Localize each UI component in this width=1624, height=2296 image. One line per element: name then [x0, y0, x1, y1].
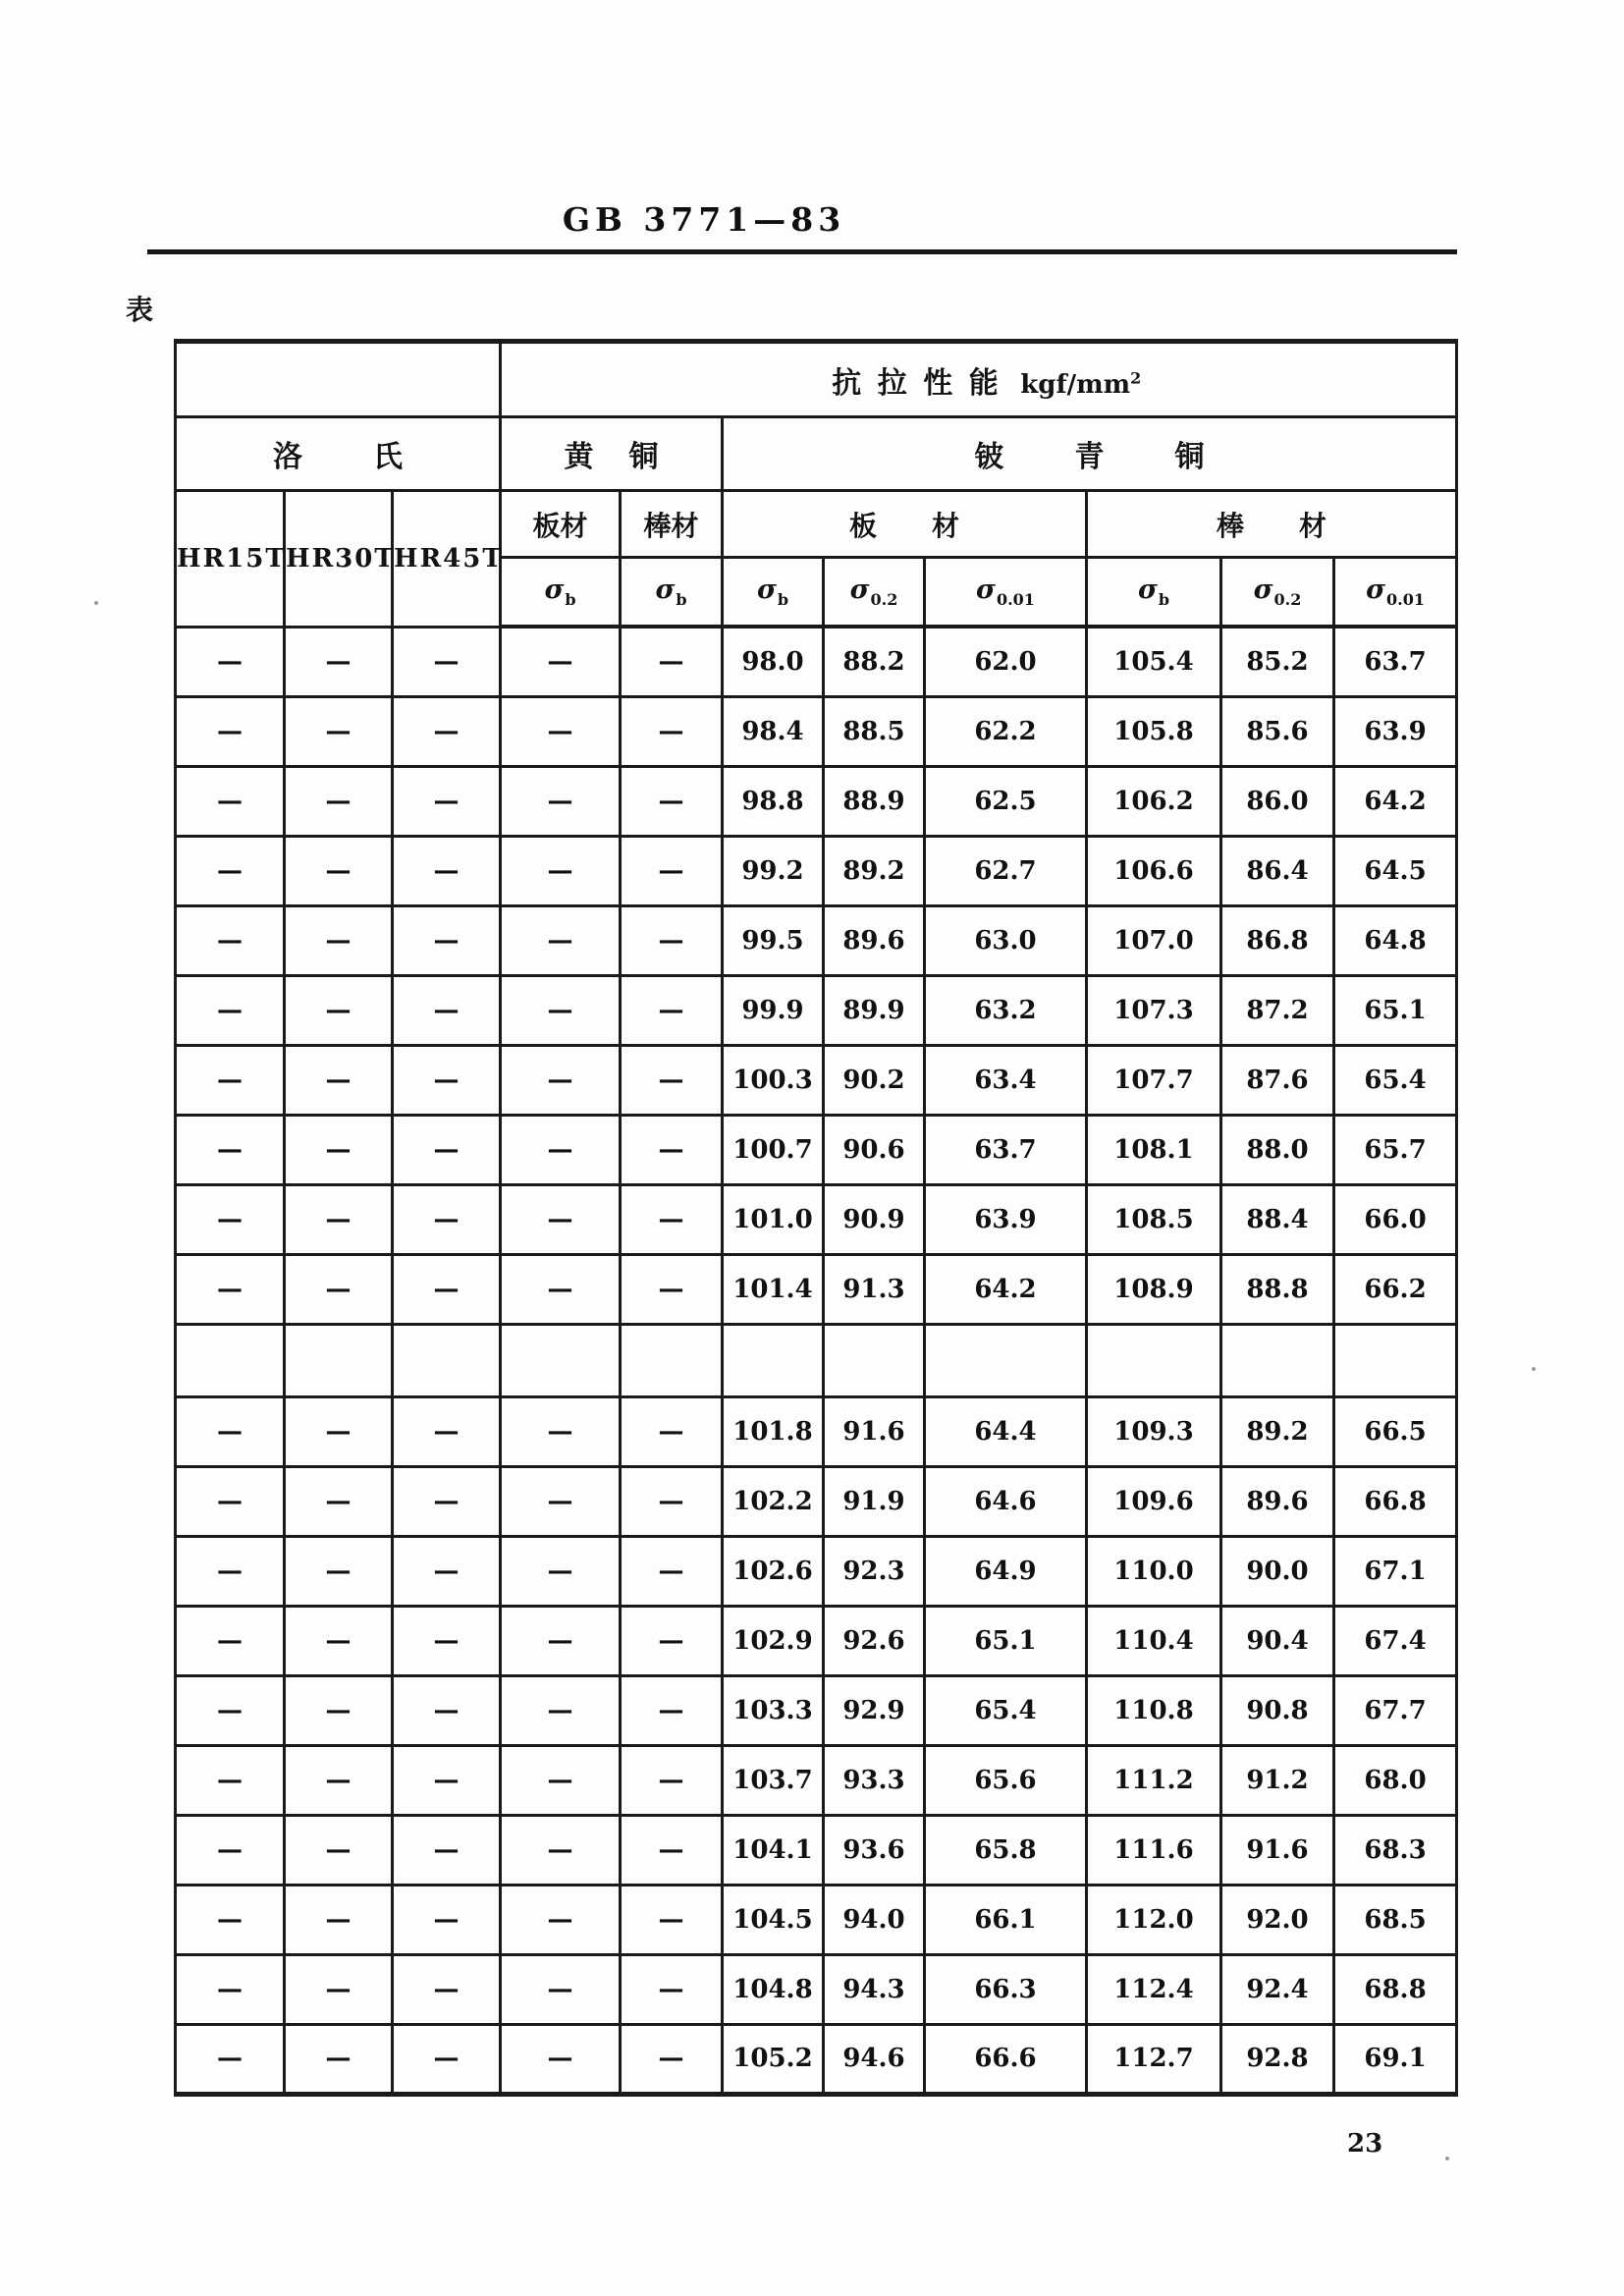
table-cell: 93.3: [824, 1745, 925, 1815]
table-cell: —: [621, 1885, 723, 1954]
table-cell: —: [285, 1745, 393, 1815]
table-cell: 94.6: [824, 2024, 925, 2094]
table-cell: —: [621, 836, 723, 905]
table-cell: 65.7: [1334, 1115, 1457, 1184]
table-cell: 68.5: [1334, 1885, 1457, 1954]
table-cell: —: [621, 1606, 723, 1675]
header-brass-sheet: 板材: [501, 491, 621, 558]
table-cell: 90.2: [824, 1045, 925, 1115]
table-row: [176, 2024, 1457, 2094]
table-cell: 103.7: [723, 1745, 824, 1815]
table-row: [176, 1885, 1457, 1954]
table-cell: 62.5: [925, 766, 1087, 836]
table-cell: —: [621, 1815, 723, 1885]
table-cell: —: [176, 1045, 285, 1115]
header-rule: [147, 249, 1457, 254]
table-cell: —: [393, 1254, 501, 1324]
table-cell: [621, 1324, 723, 1396]
table-cell: 94.3: [824, 1954, 925, 2024]
table-cell: 66.8: [1334, 1466, 1457, 1536]
table-cell: —: [621, 905, 723, 975]
table-cell: —: [501, 2024, 621, 2094]
table-cell: 91.3: [824, 1254, 925, 1324]
table-cell: —: [393, 975, 501, 1045]
table-cell: 88.2: [824, 627, 925, 696]
header-row-groups: [176, 417, 1457, 491]
table-row: [176, 905, 1457, 975]
table-cell: 91.2: [1221, 1745, 1334, 1815]
table-row: [176, 1606, 1457, 1675]
header-sigma-b-be-bar: σb: [1087, 558, 1221, 628]
table-cell: 91.9: [824, 1466, 925, 1536]
table-cell: —: [621, 766, 723, 836]
table-cell: —: [393, 1745, 501, 1815]
table-cell: 111.2: [1087, 1745, 1221, 1815]
table-cell: 63.0: [925, 905, 1087, 975]
table-cell: —: [285, 1536, 393, 1606]
table-cell: 85.2: [1221, 627, 1334, 696]
table-cell: 101.8: [723, 1396, 824, 1466]
table-cell: —: [501, 1184, 621, 1254]
table-cell: —: [393, 1885, 501, 1954]
table-row: [176, 1254, 1457, 1324]
table-cell: 92.0: [1221, 1885, 1334, 1954]
table-cell: 65.8: [925, 1815, 1087, 1885]
table-cell: —: [176, 1606, 285, 1675]
table-cell: —: [393, 1954, 501, 2024]
header-sigma-02-be-sheet: σ0.2: [824, 558, 925, 628]
table-cell: 92.8: [1221, 2024, 1334, 2094]
table-empty-row: [176, 1324, 1457, 1396]
table-cell: 90.8: [1221, 1675, 1334, 1745]
table-cell: [393, 1324, 501, 1396]
header-rockwell: 洛氏: [176, 417, 501, 491]
table-cell: 91.6: [1221, 1815, 1334, 1885]
table-cell: —: [393, 1815, 501, 1885]
header-hr45t: HR45T: [393, 491, 501, 628]
table-cell: —: [621, 1466, 723, 1536]
table-row: [176, 766, 1457, 836]
header-sigma-001-be-bar: σ0.01: [1334, 558, 1457, 628]
table-cell: —: [621, 1184, 723, 1254]
table-cell: —: [285, 1045, 393, 1115]
table-cell: —: [393, 1184, 501, 1254]
table-cell: —: [285, 1815, 393, 1885]
table-cell: 102.6: [723, 1536, 824, 1606]
table-cell: 67.1: [1334, 1536, 1457, 1606]
table-cell: 63.7: [1334, 627, 1457, 696]
table-cell: 66.5: [1334, 1396, 1457, 1466]
table-cell: 93.6: [824, 1815, 925, 1885]
table-cell: —: [176, 1466, 285, 1536]
table-cell: [1087, 1324, 1221, 1396]
table-cell: 65.4: [925, 1675, 1087, 1745]
table-row: [176, 1184, 1457, 1254]
table-row: [176, 627, 1457, 696]
table-cell: —: [176, 766, 285, 836]
table-cell: [176, 1324, 285, 1396]
table-cell: —: [393, 1115, 501, 1184]
table-cell: 69.1: [1334, 2024, 1457, 2094]
table-cell: 90.9: [824, 1184, 925, 1254]
table-cell: —: [285, 1115, 393, 1184]
table-cell: 98.4: [723, 696, 824, 766]
table-row: [176, 975, 1457, 1045]
table-cell: —: [501, 1885, 621, 1954]
table-cell: 86.4: [1221, 836, 1334, 905]
table-cell: 64.9: [925, 1536, 1087, 1606]
header-hr15t: HR15T: [176, 491, 285, 628]
table-cell: 89.9: [824, 975, 925, 1045]
table-cell: 92.6: [824, 1606, 925, 1675]
table-cell: 68.8: [1334, 1954, 1457, 2024]
table-cell: —: [285, 696, 393, 766]
table-cell: 63.4: [925, 1045, 1087, 1115]
table-cell: 62.0: [925, 627, 1087, 696]
table-cell: 63.9: [925, 1184, 1087, 1254]
table-cell: —: [501, 1115, 621, 1184]
table-cell: —: [501, 836, 621, 905]
table-cell: —: [621, 1396, 723, 1466]
table-cell: —: [285, 1675, 393, 1745]
table-cell: 89.2: [1221, 1396, 1334, 1466]
table-cell: 110.8: [1087, 1675, 1221, 1745]
table-cell: 65.4: [1334, 1045, 1457, 1115]
table-row: [176, 1536, 1457, 1606]
table-cell: —: [501, 1254, 621, 1324]
tensile-unit: kgf/$mm^2$: [1020, 367, 1142, 400]
table-cell: [285, 1324, 393, 1396]
table-cell: 92.3: [824, 1536, 925, 1606]
table-cell: 89.2: [824, 836, 925, 905]
table-cell: 111.6: [1087, 1815, 1221, 1885]
table-row: [176, 1954, 1457, 2024]
table-cell: 101.0: [723, 1184, 824, 1254]
table-cell: —: [621, 1745, 723, 1815]
table-cell: —: [501, 1815, 621, 1885]
table-cell: 66.2: [1334, 1254, 1457, 1324]
table-cell: 87.2: [1221, 975, 1334, 1045]
table-cell: —: [393, 696, 501, 766]
table-cell: 107.0: [1087, 905, 1221, 975]
table-cell: —: [176, 1536, 285, 1606]
table-row: [176, 1115, 1457, 1184]
header-brass: 黄铜: [501, 417, 723, 491]
table-cell: —: [393, 1396, 501, 1466]
table-cell: —: [501, 1045, 621, 1115]
table-row: [176, 836, 1457, 905]
table-cell: 65.1: [925, 1606, 1087, 1675]
table-cell: 108.1: [1087, 1115, 1221, 1184]
table-cell: 88.4: [1221, 1184, 1334, 1254]
table-cell: 98.0: [723, 627, 824, 696]
table-cell: 67.7: [1334, 1675, 1457, 1745]
table-cell: 86.8: [1221, 905, 1334, 975]
table-cell: 112.4: [1087, 1954, 1221, 2024]
table-cell: 67.4: [1334, 1606, 1457, 1675]
table-cell: 65.1: [1334, 975, 1457, 1045]
table-cell: [925, 1324, 1087, 1396]
table-cell: —: [176, 836, 285, 905]
table-cell: —: [393, 1466, 501, 1536]
header-sigma-b-be-sheet: σb: [723, 558, 824, 628]
table-cell: 92.4: [1221, 1954, 1334, 2024]
table-cell: 66.0: [1334, 1184, 1457, 1254]
table-cell: —: [176, 1745, 285, 1815]
table-cell: 88.5: [824, 696, 925, 766]
table-cell: [1221, 1324, 1334, 1396]
table-cell: 92.9: [824, 1675, 925, 1745]
table-cell: —: [621, 1115, 723, 1184]
table-row: [176, 1466, 1457, 1536]
table-row: [176, 1675, 1457, 1745]
table-cell: —: [285, 1954, 393, 2024]
table-cell: 99.2: [723, 836, 824, 905]
header-hr30t: HR30T: [285, 491, 393, 628]
table-cell: —: [285, 905, 393, 975]
table-cell: —: [285, 975, 393, 1045]
table-cell: 89.6: [824, 905, 925, 975]
table-cell: —: [393, 627, 501, 696]
table-cell: 99.5: [723, 905, 824, 975]
table-cell: 99.9: [723, 975, 824, 1045]
table-cell: 87.6: [1221, 1045, 1334, 1115]
table-cell: 101.4: [723, 1254, 824, 1324]
table-cell: 102.2: [723, 1466, 824, 1536]
table-cell: —: [176, 1815, 285, 1885]
table-cell: 108.5: [1087, 1184, 1221, 1254]
table-cell: 66.6: [925, 2024, 1087, 2094]
table-cell: —: [501, 627, 621, 696]
table-cell: 63.2: [925, 975, 1087, 1045]
table-cell: 104.5: [723, 1885, 824, 1954]
table-cell: —: [501, 905, 621, 975]
table-cell: —: [393, 836, 501, 905]
table-cell: 64.2: [925, 1254, 1087, 1324]
table-cell: [723, 1324, 824, 1396]
table-cell: —: [285, 766, 393, 836]
table-row: [176, 1745, 1457, 1815]
table-cell: 107.3: [1087, 975, 1221, 1045]
table-cell: —: [285, 1396, 393, 1466]
table-cell: 66.1: [925, 1885, 1087, 1954]
table-cell: —: [621, 627, 723, 696]
table-cell: —: [393, 1536, 501, 1606]
header-sigma-02-be-bar: σ0.2: [1221, 558, 1334, 628]
table-cell: 105.2: [723, 2024, 824, 2094]
table-cell: —: [393, 2024, 501, 2094]
table-row: [176, 1045, 1457, 1115]
table-cell: 64.5: [1334, 836, 1457, 905]
table-row: [176, 696, 1457, 766]
table-cell: 104.8: [723, 1954, 824, 2024]
table-cell: 105.8: [1087, 696, 1221, 766]
table-cell: —: [285, 1184, 393, 1254]
table-cell: —: [621, 1045, 723, 1115]
table-cell: 64.4: [925, 1396, 1087, 1466]
header-sigma-001-be-sheet: σ0.01: [925, 558, 1087, 628]
table-cell: —: [501, 1745, 621, 1815]
tensile-title-cjk: 抗拉性能: [832, 366, 1015, 400]
table-cell: 100.3: [723, 1045, 824, 1115]
scan-speckle: [1445, 2157, 1449, 2160]
table-cell: 106.6: [1087, 836, 1221, 905]
table-cell: 104.1: [723, 1815, 824, 1885]
table-row: [176, 1396, 1457, 1466]
header-blank-cell: [176, 342, 501, 417]
table-cell: —: [501, 1466, 621, 1536]
table-cell: 63.9: [1334, 696, 1457, 766]
table-cell: —: [393, 1675, 501, 1745]
table-cell: —: [285, 1466, 393, 1536]
table-cell: 85.6: [1221, 696, 1334, 766]
table-cell: —: [501, 1675, 621, 1745]
table-cell: 109.3: [1087, 1396, 1221, 1466]
table-cell: —: [393, 1045, 501, 1115]
table-cell: 86.0: [1221, 766, 1334, 836]
header-brass-bar: 棒材: [621, 491, 723, 558]
table-cell: 68.3: [1334, 1815, 1457, 1885]
table-cell: —: [621, 696, 723, 766]
table-cell: —: [501, 696, 621, 766]
table-cell: 105.4: [1087, 627, 1221, 696]
page-number: 23: [1347, 2129, 1383, 2159]
table-cell: —: [176, 1675, 285, 1745]
header-sigma-b-brass-sheet: σb: [501, 558, 621, 628]
table-row: [176, 1815, 1457, 1885]
table-cell: 90.0: [1221, 1536, 1334, 1606]
table-cell: 88.9: [824, 766, 925, 836]
table-cell: 110.4: [1087, 1606, 1221, 1675]
table-cell: —: [176, 1184, 285, 1254]
table-cell: —: [176, 905, 285, 975]
table-cell: —: [501, 975, 621, 1045]
table-cell: —: [621, 975, 723, 1045]
header-sigma-b-brass-bar: σb: [621, 558, 723, 628]
table-cell: 64.8: [1334, 905, 1457, 975]
table-cell: —: [501, 766, 621, 836]
table-cell: 102.9: [723, 1606, 824, 1675]
header-beryllium-bronze: 铍青铜: [723, 417, 1457, 491]
table-cell: 63.7: [925, 1115, 1087, 1184]
table-cell: 94.0: [824, 1885, 925, 1954]
table-cell: 64.2: [1334, 766, 1457, 836]
table-cell: —: [501, 1606, 621, 1675]
table-cell: —: [285, 1885, 393, 1954]
table-cell: [1334, 1324, 1457, 1396]
table-cell: 100.7: [723, 1115, 824, 1184]
header-be-bar: 棒材: [1087, 491, 1457, 558]
table-cell: —: [621, 1536, 723, 1606]
table-cell: 62.7: [925, 836, 1087, 905]
table-cell: 88.8: [1221, 1254, 1334, 1324]
table-cell: —: [285, 627, 393, 696]
table-cell: —: [621, 2024, 723, 2094]
table-cell: —: [176, 627, 285, 696]
table-cell: 64.6: [925, 1466, 1087, 1536]
table-cell: —: [621, 1254, 723, 1324]
table-cell: —: [285, 1254, 393, 1324]
table-cell: —: [176, 1885, 285, 1954]
table-cell: 98.8: [723, 766, 824, 836]
table-cell: —: [176, 975, 285, 1045]
table-cell: 89.6: [1221, 1466, 1334, 1536]
table-cell: 112.0: [1087, 1885, 1221, 1954]
table-cell: —: [621, 1954, 723, 2024]
table-cell: —: [501, 1396, 621, 1466]
table-cell: —: [393, 905, 501, 975]
header-row-materials: [176, 491, 1457, 558]
table-cell: —: [176, 2024, 285, 2094]
table-cell: 108.9: [1087, 1254, 1221, 1324]
table-cell: —: [285, 2024, 393, 2094]
table-cell: 66.3: [925, 1954, 1087, 2024]
table-cell: —: [393, 1606, 501, 1675]
table-label: 表: [126, 295, 154, 325]
table-cell: 91.6: [824, 1396, 925, 1466]
table-cell: —: [501, 1954, 621, 2024]
table-cell: 68.0: [1334, 1745, 1457, 1815]
table-cell: —: [621, 1675, 723, 1745]
table-cell: 106.2: [1087, 766, 1221, 836]
table-cell: [824, 1324, 925, 1396]
table-cell: —: [501, 1536, 621, 1606]
table-cell: 112.7: [1087, 2024, 1221, 2094]
table-cell: —: [285, 1606, 393, 1675]
header-row-tensile: [176, 342, 1457, 417]
table-cell: —: [176, 696, 285, 766]
table-cell: —: [393, 766, 501, 836]
table-cell: —: [176, 1254, 285, 1324]
table-cell: —: [285, 836, 393, 905]
header-tensile-title: [501, 342, 1457, 417]
table-cell: —: [176, 1954, 285, 2024]
table-cell: —: [176, 1396, 285, 1466]
table-cell: 62.2: [925, 696, 1087, 766]
table-cell: 90.6: [824, 1115, 925, 1184]
hardness-conversion-table: [174, 339, 1458, 2097]
table-cell: 109.6: [1087, 1466, 1221, 1536]
table-cell: 103.3: [723, 1675, 824, 1745]
scan-speckle: [94, 601, 98, 605]
table-cell: 65.6: [925, 1745, 1087, 1815]
table-cell: 107.7: [1087, 1045, 1221, 1115]
table-cell: —: [176, 1115, 285, 1184]
table-cell: [501, 1324, 621, 1396]
table-cell: 88.0: [1221, 1115, 1334, 1184]
scan-speckle: [1532, 1367, 1536, 1371]
header-be-sheet: 板材: [723, 491, 1087, 558]
table-cell: 90.4: [1221, 1606, 1334, 1675]
doc-number: GB 3771—83: [562, 200, 846, 239]
table-cell: 110.0: [1087, 1536, 1221, 1606]
table-body: [176, 627, 1457, 2094]
